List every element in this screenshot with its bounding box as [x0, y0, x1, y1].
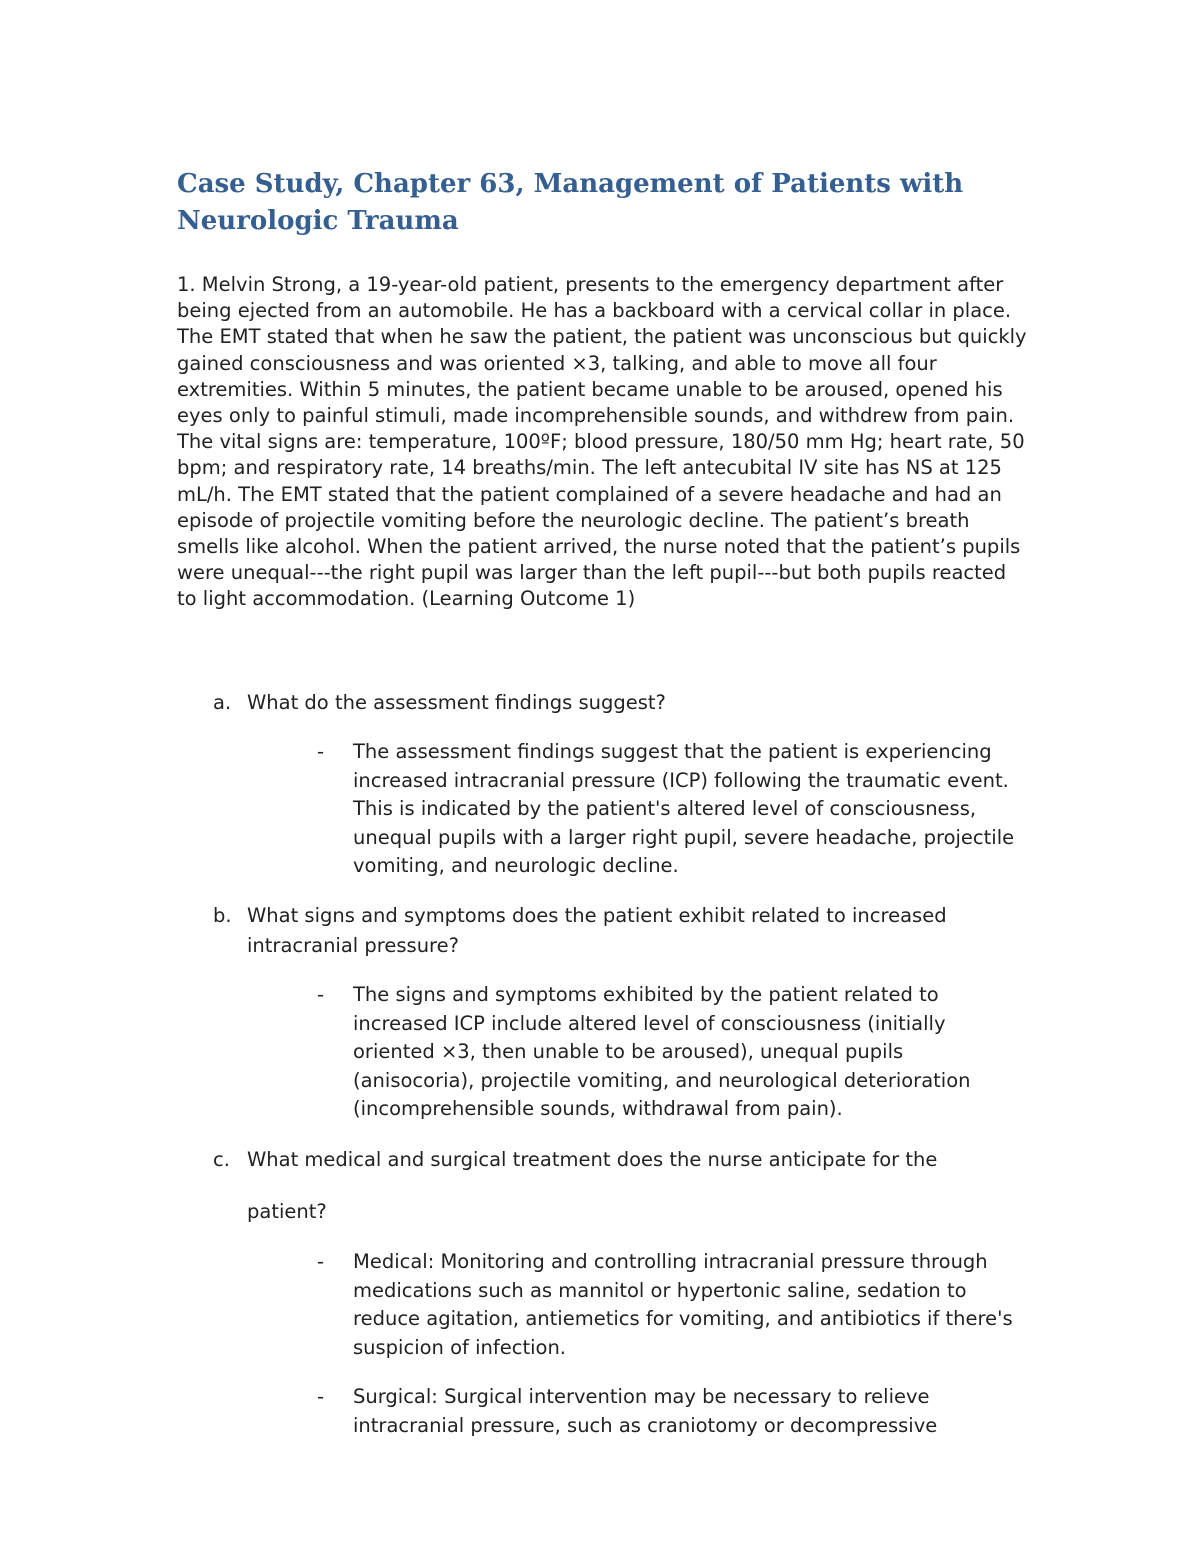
- answer-text: Medical: Monitoring and controlling intracranial pressure through medications such as mannitol or hypertonic saline, sedation to reduce agitation, antiemetics for vomiting, and antibiotics if there's suspicion of infection.: [353, 1250, 1013, 1359]
- question-c-continuation: [213, 1197, 1043, 1227]
- question-text: What do the assessment findings suggest?: [247, 691, 666, 714]
- question-c: [213, 1145, 1043, 1175]
- answer-c-1: [317, 1248, 1017, 1362]
- answer-c-2: [317, 1383, 1017, 1440]
- bullet-dash: -: [317, 1250, 325, 1273]
- question-b: [213, 901, 1043, 961]
- bullet-dash: -: [317, 740, 325, 763]
- document-title: Case Study, Chapter 63, Management of Patients with Neurologic Trauma: [177, 169, 964, 236]
- question-text: What signs and symptoms does the patient exhibit related to increased intracranial pressure?: [247, 904, 947, 957]
- answer-a-1: [317, 738, 1017, 881]
- question-marker: a.: [213, 691, 232, 714]
- question-marker: c.: [213, 1148, 230, 1171]
- case-intro-paragraph: 1. Melvin Strong, a 19-year-old patient, presents to the emergency department after being ejected from an automobile. He has a backboard with a cervical collar in place. The EMT stated that when he saw the patient, the patient was unconscious but quickly gained consciousness and was oriented ×3, talking, and able to move all four extremities. Within 5 minutes, the patient became unable to be aroused, opened his eyes only to painful stimuli, made incomprehensible sounds, and withdrew from pain. The vital signs are: temperature, 100ºF; blood pressure, 180/50 mm Hg; heart rate, 50 bpm; and respiratory rate, 14 breaths/min. The left antecubital IV site has NS at 125 mL/h. The EMT stated that the patient complained of a severe headache and had an episode of projectile vomiting before the neurologic decline. The patient’s breath smells like alcohol. When the patient arrived, the nurse noted that the patient’s pupils were unequal---the right pupil was larger than the left pupil---but both pupils reacted to light accommodation. (Learning Outcome 1): [177, 273, 1027, 611]
- question-marker: b.: [213, 904, 232, 927]
- answer-text: Surgical: Surgical intervention may be necessary to relieve intracranial pressure, such as craniotomy or decompressive: [353, 1385, 938, 1437]
- answer-text: The assessment findings suggest that the patient is experiencing increased intracranial pressure (ICP) following the traumatic event. This is indicated by the patient's altered level of consciousness, unequal pupils with a larger right pupil, severe headache, projectile vomiting, and neurologic decline.: [353, 740, 1015, 878]
- answer-b-1: [317, 981, 1017, 1124]
- question-text: What medical and surgical treatment does the nurse anticipate for the: [247, 1148, 938, 1171]
- bullet-dash: -: [317, 1385, 325, 1408]
- question-text-continuation: patient?: [247, 1200, 327, 1223]
- bullet-dash: -: [317, 983, 325, 1006]
- answer-text: The signs and symptoms exhibited by the patient related to increased ICP include altered level of consciousness (initially oriented ×3, then unable to be aroused), unequal pupils (anisocoria), projectile vomiting, and neurological deterioration (incomprehensible sounds, withdrawal from pain).: [353, 983, 971, 1121]
- question-a: [213, 688, 1043, 718]
